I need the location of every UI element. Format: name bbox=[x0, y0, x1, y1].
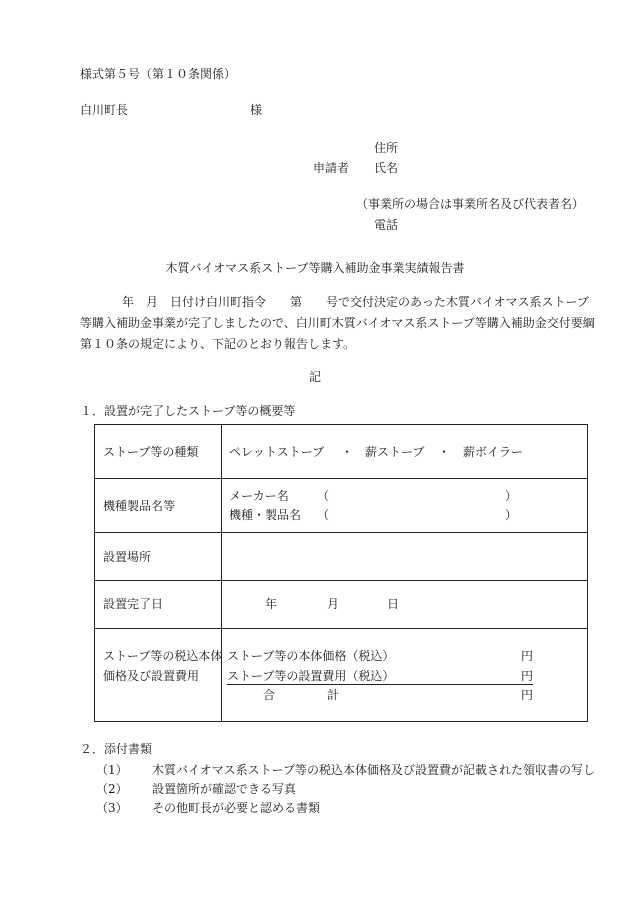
attachment-item-number: （2） bbox=[96, 782, 128, 796]
location-label: 設置場所 bbox=[103, 550, 152, 564]
document-title: 木質バイオマス系ストーブ等購入補助金事業実績報告書 bbox=[165, 261, 465, 275]
name-label: 氏名 bbox=[374, 161, 399, 175]
price-label-line1: ストーブ等の税込本体 bbox=[103, 649, 223, 663]
overview-table bbox=[94, 424, 588, 722]
applicant-label: 申請者 bbox=[313, 161, 350, 175]
stove-option-wood: 薪ストーブ bbox=[365, 445, 425, 459]
install-cost-label: ストーブ等の設置費用（税込） bbox=[227, 669, 395, 683]
stove-option-pellet: ペレットストーブ bbox=[229, 445, 325, 459]
table-row-divider bbox=[95, 580, 587, 581]
install-cost-yen: 円 bbox=[521, 669, 534, 683]
body-price-label: ストーブ等の本体価格（税込） bbox=[227, 649, 395, 663]
date-day: 日 bbox=[387, 597, 400, 611]
completion-date-label: 設置完了日 bbox=[103, 597, 164, 611]
body-price-yen: 円 bbox=[521, 649, 534, 663]
table-row-divider bbox=[95, 532, 587, 533]
maker-open-paren: （ bbox=[317, 489, 330, 503]
product-close-paren: ） bbox=[505, 508, 518, 522]
section2-heading: ２．添付書類 bbox=[80, 742, 153, 756]
product-open-paren: （ bbox=[317, 508, 330, 522]
stove-option-separator: ・ bbox=[438, 445, 451, 459]
phone-label: 電話 bbox=[374, 218, 399, 232]
office-note: （事業所の場合は事業所名及び代表者名） bbox=[356, 197, 585, 211]
attachment-item-text: 木質バイオマス系ストーブ等の税込本体価格及び設置費が記載された領収書の写し bbox=[152, 763, 596, 777]
model-label: 機種製品名等 bbox=[103, 499, 176, 513]
attachment-item-text: その他町長が必要と認める書類 bbox=[152, 801, 321, 815]
table-row-divider bbox=[95, 478, 587, 479]
maker-close-paren: ） bbox=[505, 489, 518, 503]
maker-name-label: メーカー名 bbox=[229, 489, 289, 503]
address-label: 住所 bbox=[374, 141, 399, 155]
stove-option-boiler: 薪ボイラー bbox=[463, 445, 524, 459]
ki-label: 記 bbox=[308, 370, 321, 384]
subtotal-underline bbox=[227, 684, 533, 685]
attachment-item-number: （3） bbox=[96, 801, 128, 815]
table-row-divider bbox=[95, 628, 587, 629]
stove-option-separator: ・ bbox=[341, 445, 354, 459]
date-year: 年 bbox=[265, 597, 278, 611]
total-label-part2: 計 bbox=[327, 688, 340, 702]
attachment-item-number: （1） bbox=[96, 763, 128, 777]
total-yen: 円 bbox=[521, 688, 534, 702]
total-label-part1: 合 bbox=[263, 688, 276, 702]
date-month: 月 bbox=[327, 597, 340, 611]
attachment-item-text: 設置箇所が確認できる写真 bbox=[152, 782, 297, 796]
table-column-divider bbox=[221, 425, 222, 721]
recipient-name: 白川町長 bbox=[80, 103, 129, 117]
product-name-label: 機種・製品名 bbox=[229, 508, 302, 522]
section1-heading: １．設置が完了したストーブ等の概要等 bbox=[80, 404, 296, 418]
stove-type-label: ストーブ等の種類 bbox=[103, 445, 199, 459]
report-body-text: 年 月 日付け白川町指令 第 号で交付決定のあった木質バイオマス系ストーブ等購入補助金事業が完了しましたので、白川町木質バイオマス系ストーブ等購入補助金交付要綱第１０条の規定により、下記のとおり報告します。 bbox=[80, 295, 595, 351]
recipient-suffix: 様 bbox=[250, 103, 263, 117]
form-number: 様式第５号（第１０条関係） bbox=[80, 67, 237, 81]
price-label-line2: 価格及び設置費用 bbox=[103, 669, 200, 683]
